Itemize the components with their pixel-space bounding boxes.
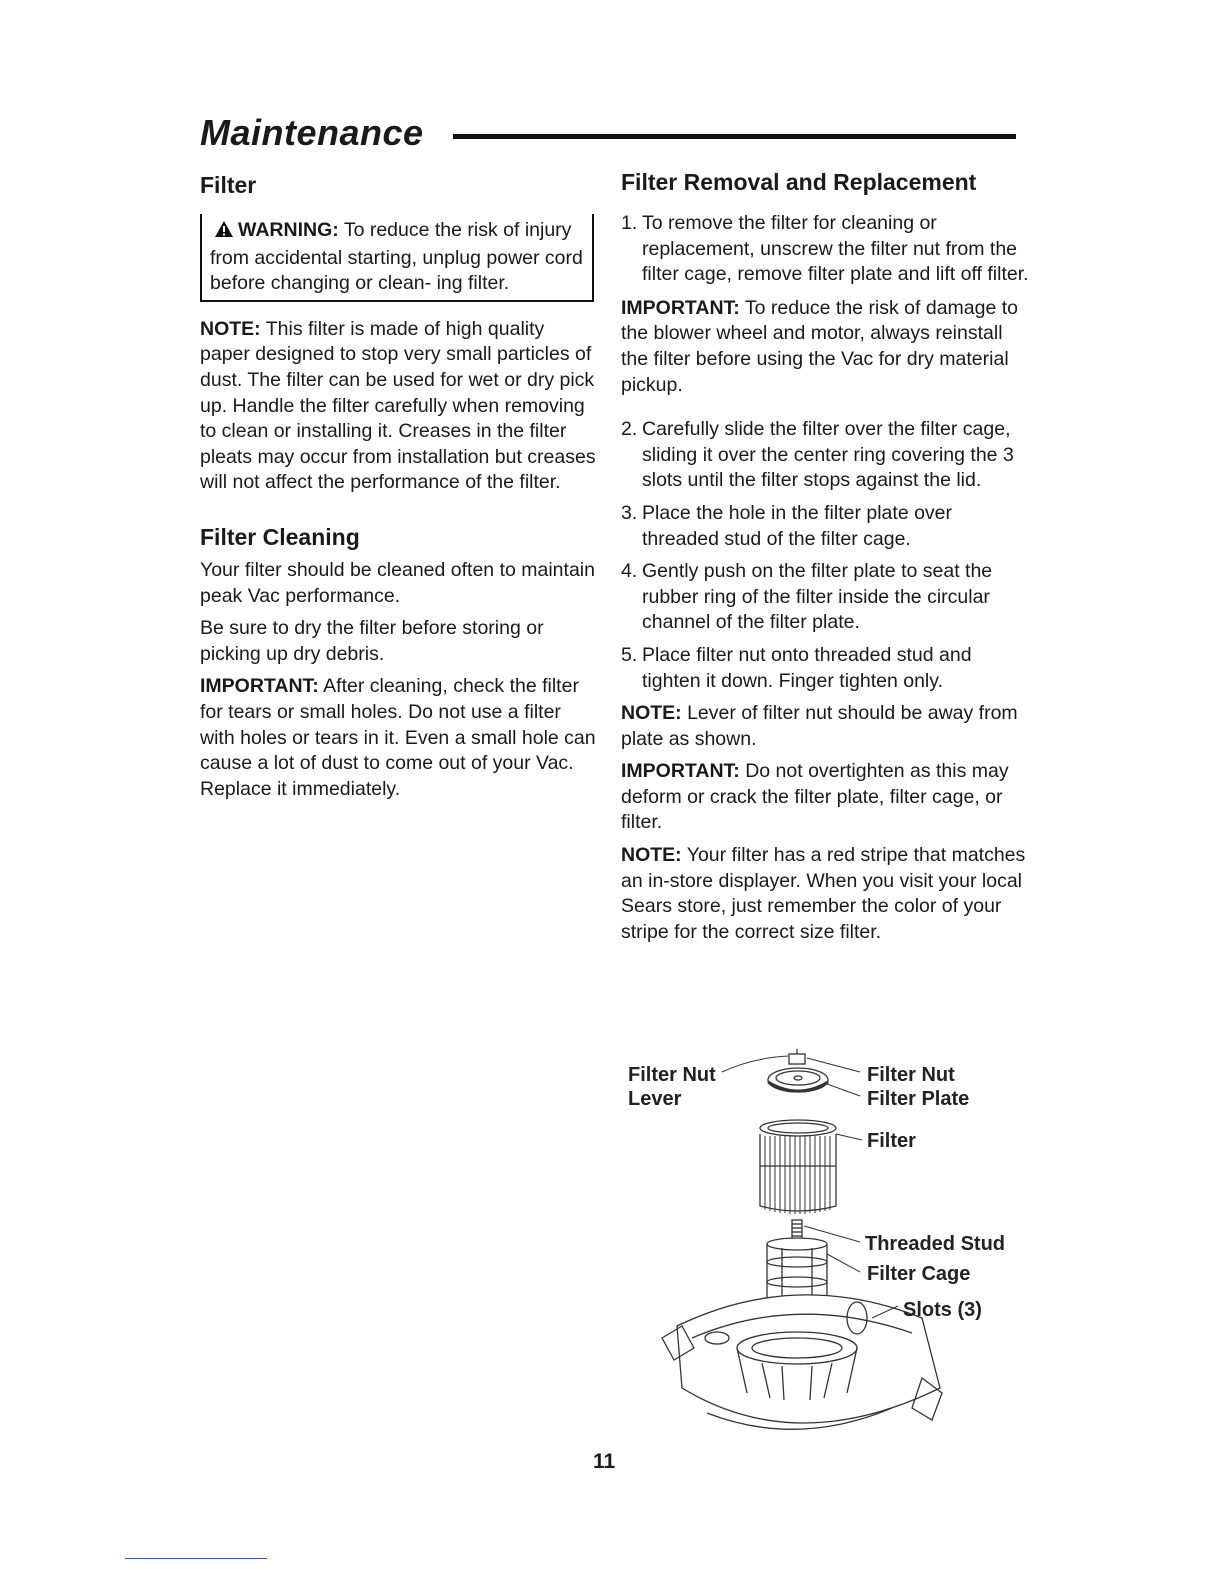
vac-lid-part: [662, 1295, 942, 1429]
important-label: IMPORTANT:: [621, 296, 740, 319]
filter-cleaning-heading: Filter Cleaning: [200, 523, 360, 550]
step-5: [621, 643, 1031, 694]
note-text: Your filter has a red stripe that matches an in-store displayer. When you visit your local Sears store, just remember the color of your stripe for the correct size filter.: [621, 844, 1026, 943]
step-text: Place the hole in the filter plate over threaded stud of the filter cage.: [642, 501, 953, 550]
important-label: IMPORTANT:: [200, 675, 319, 698]
step-text: Place filter nut onto threaded stud and tighten it down. Finger tighten only.: [642, 643, 972, 692]
warning-box: [200, 214, 594, 302]
removal-important-1: [621, 296, 1031, 398]
label-filter-nut-lever-2: Lever: [628, 1088, 682, 1110]
filter-plate-part: [768, 1068, 828, 1092]
step-4: [621, 559, 1031, 636]
filter-assembly-diagram: [622, 1048, 1032, 1448]
label-threaded-stud: Threaded Stud: [865, 1233, 1006, 1255]
filter-cleaning-body: [200, 558, 598, 802]
step-1: [621, 211, 1031, 288]
note-label: NOTE:: [200, 317, 261, 340]
step-text: To remove the filter for cleaning or replacement, unscrew the filter nut from the filter cage, remove filter plate and lift off filter.: [642, 212, 1029, 286]
warning-triangle-icon: [214, 220, 234, 246]
filter-heading: Filter: [200, 172, 257, 198]
title-rule: [453, 134, 1016, 139]
label-filter: Filter: [867, 1130, 916, 1152]
filter-note: [200, 317, 598, 496]
page-title: Maintenance: [200, 112, 424, 153]
page-number: 11: [593, 1450, 616, 1473]
filter-part: [760, 1120, 836, 1214]
steps-list-2: [621, 417, 1031, 694]
removal-note-2: [621, 843, 1031, 945]
warning-paragraph: [210, 218, 584, 297]
important-text: To reduce the risk of damage to the blower wheel and motor, always reinstall the filter before using the Vac for dry material pickup.: [621, 296, 1019, 396]
note-label: NOTE:: [621, 844, 682, 867]
warning-label: WARNING:: [238, 219, 339, 241]
label-filter-nut: Filter Nut: [867, 1064, 955, 1086]
step-3: [621, 501, 1031, 552]
removal-note-1: [621, 701, 1031, 752]
removal-heading: Filter Removal and Replacement: [621, 169, 977, 195]
cleaning-para-2: Be sure to dry the filter before storing or picking up dry debris.: [200, 617, 544, 665]
label-filter-plate: Filter Plate: [867, 1088, 970, 1110]
right-column: [621, 165, 1031, 945]
cleaning-para-1: Your filter should be cleaned often to maintain peak Vac performance.: [200, 558, 595, 607]
step-number: 3.: [621, 501, 638, 524]
bottom-rule: [125, 1558, 267, 1559]
label-slots: Slots (3): [903, 1299, 982, 1321]
note-text: Lever of filter nut should be away from plate as shown.: [621, 702, 1018, 750]
step-2: [621, 417, 1031, 494]
important-text: After cleaning, check the filter for tears or small holes. Do not use a filter with holes or tears in it. Even a small hole can cause a lot of dust to come out of your Vac. Replace it immediately.: [200, 675, 596, 800]
step-number: 4.: [621, 560, 638, 583]
note-text: This filter is made of high quality paper designed to stop very small particles of dust. The filter can be used for wet or dry pick up. Handle the filter carefully when removing to clean or installing it. Creases in the filter pleats may occur from installation but creases will not affect the performance of the filter.: [200, 317, 596, 494]
warning-text: To reduce the risk of injury from accidental starting, unplug power cord before changing or clean- ing filter.: [210, 219, 583, 295]
step-number: 2.: [621, 418, 638, 441]
step-number: 5.: [621, 643, 638, 666]
important-text: Do not overtighten as this may deform or crack the filter plate, filter cage, or filter.: [621, 760, 1009, 834]
label-filter-nut-lever-1: Filter Nut: [628, 1064, 716, 1086]
note-label: NOTE:: [621, 702, 682, 725]
removal-important-2: [621, 759, 1031, 836]
steps-list-1: [621, 211, 1031, 288]
label-filter-cage: Filter Cage: [867, 1263, 971, 1285]
exploded-view-illustration: [622, 1048, 1032, 1448]
step-number: 1.: [621, 212, 638, 234]
cleaning-important: [200, 674, 598, 802]
after-steps-notes: [621, 701, 1031, 945]
left-column: [200, 168, 598, 802]
step-text: Gently push on the filter plate to seat the rubber ring of the filter inside the circular channel of the filter plate.: [642, 560, 993, 634]
step-text: Carefully slide the filter over the filter cage, sliding it over the center ring covering the 3 slots until the filter stops against the lid.: [642, 418, 1014, 492]
important-label: IMPORTANT:: [621, 760, 740, 783]
filter-nut-part: [789, 1049, 805, 1064]
